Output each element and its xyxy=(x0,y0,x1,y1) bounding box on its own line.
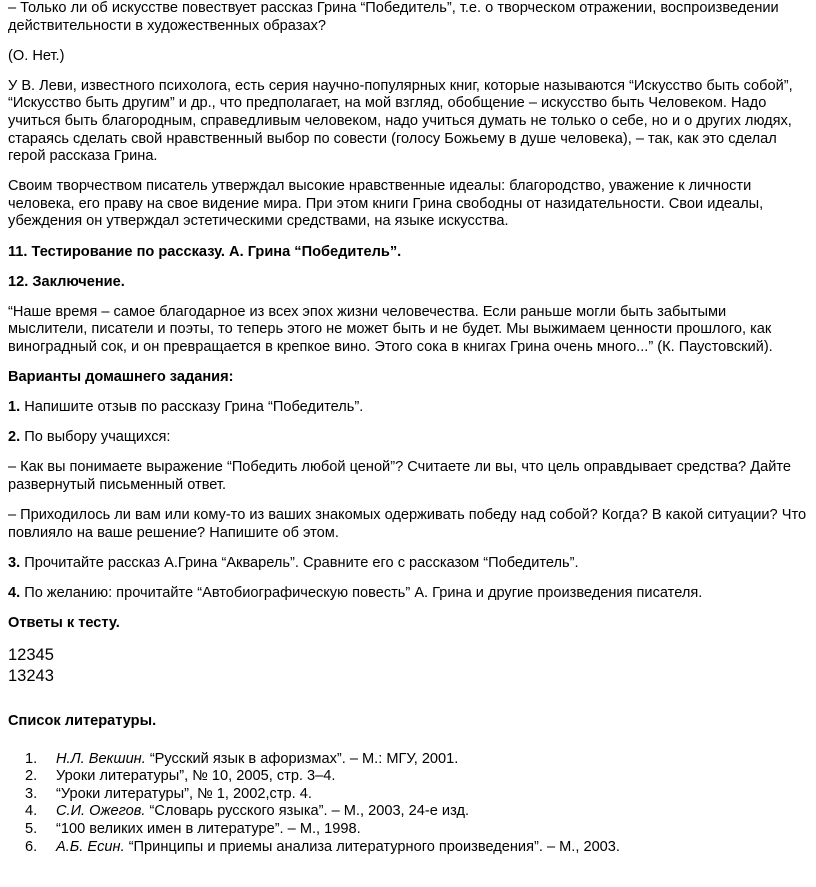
paragraph-ideals: Своим творчеством писатель утверждал высокие нравственные идеалы: благородство, уважение к личности человека, его праву на свое видение мира. При этом книги Грина свободны от назидательности. Свои идеалы, убеждения он утверждал эстетическими средствами, на языке искусства. xyxy=(8,178,764,230)
homework-item-text: Напишите отзыв по рассказу Грина “Победитель”. xyxy=(20,399,364,416)
literature-item xyxy=(8,786,808,804)
heading-testing: 11. Тестирование по рассказу. А. Грина “Победитель”. xyxy=(8,243,402,260)
literature-item-text: “100 великих имен в литературе”. – М., 1998. xyxy=(56,820,361,837)
heading-literature: Список литературы. xyxy=(8,712,157,729)
literature-list xyxy=(8,751,808,857)
literature-item xyxy=(8,839,808,857)
homework-item-text: Прочитайте рассказ А.Грина “Акварель”. Сравните его с рассказом “Победитель”. xyxy=(20,554,579,571)
literature-item-text: “Уроки литературы”, № 1, 2002,стр. 4. xyxy=(56,785,312,802)
literature-item-author: С.И. Ожегов. xyxy=(56,803,146,820)
homework-item-3 xyxy=(8,555,808,573)
homework-item-text: По выбору учащихся: xyxy=(20,429,171,446)
homework-item-4 xyxy=(8,585,808,603)
literature-item-number: 1. xyxy=(25,750,38,767)
literature-item-text: Уроки литературы”, № 10, 2005, стр. 3–4. xyxy=(56,768,336,785)
literature-item-number: 4. xyxy=(25,803,38,820)
homework-item-number: 4. xyxy=(8,584,21,601)
literature-item-number: 2. xyxy=(25,768,38,785)
literature-item-text: “Русский язык в афоризмах”. – М.: МГУ, 2001. xyxy=(145,750,459,767)
literature-item xyxy=(8,751,808,769)
literature-item-author: Н.Л. Векшин. xyxy=(56,750,146,767)
homework-item-1 xyxy=(8,399,808,417)
homework-item-text: По желанию: прочитайте “Автобиографическую повесть” А. Грина и другие произведения писателя. xyxy=(20,584,703,601)
heading-answers: Ответы к тесту. xyxy=(8,614,120,631)
literature-item-number: 6. xyxy=(25,838,38,855)
homework-option-a: – Как вы понимаете выражение “Победить любой ценой”? Считаете ли вы, что цель оправдывает средства? Дайте развернутый письменный ответ. xyxy=(8,459,791,493)
homework-item-number: 2. xyxy=(8,429,21,446)
literature-item-text: “Принципы и приемы анализа литературного произведения”. – М., 2003. xyxy=(124,838,620,855)
homework-item-2 xyxy=(8,429,808,447)
literature-item-number: 3. xyxy=(25,785,38,802)
homework-item-number: 1. xyxy=(8,399,21,416)
heading-homework: Варианты домашнего задания: xyxy=(8,369,234,385)
paragraph-levi: У В. Леви, известного психолога, есть серия научно-популярных книг, которые называются “Искусство быть собой”, “Искусство быть другим” и др., что предполагает, на мой взгляд, обобщение – искусство быть Человеком. Надо учиться быть благородным, справедливым человеком, надо учиться думать не только о себе, но и о других людях, стараясь сделать свой нравственный выбор по совести (голосу Божьему в душе человека), – так, как это сделал герой рассказа Грина. xyxy=(8,77,793,165)
homework-item-number: 3. xyxy=(8,554,21,571)
heading-conclusion: 12. Заключение. xyxy=(8,273,125,290)
homework-option-b: – Приходилось ли вам или кому-то из ваших знакомых одерживать победу над собой? Когда? В какой ситуации? Что повлияло на ваше решение? Напишите об этом. xyxy=(8,506,807,541)
paragraph-answer: (О. Нет.) xyxy=(8,47,65,64)
paragraph-quote: “Наше время – самое благодарное из всех эпох жизни человечества. Если раньше могли быть забытыми мыслители, писатели и поэты, то теперь этого не может быть и не будет. Мы выжимаем ценности прошлого, как виноградный сок, и он превращается в крепкое вино. Этого сока в книгах Грина очень много...” (К. Паустовский). xyxy=(8,303,773,355)
literature-item xyxy=(8,768,808,786)
literature-item-author: А.Б. Есин. xyxy=(56,838,125,855)
literature-item xyxy=(8,803,808,821)
literature-item-number: 5. xyxy=(25,820,38,837)
paragraph-question: – Только ли об искусстве повествует рассказ Грина “Победитель”, т.е. о творческом отражении, воспроизведении действительности в художественных образах? xyxy=(8,0,779,34)
answer-line-2: 13243 xyxy=(8,666,54,685)
answer-line-1: 12345 xyxy=(8,645,54,664)
literature-item xyxy=(8,821,808,839)
literature-item-text: “Словарь русского языка”. – М., 2003, 24-е изд. xyxy=(145,803,470,820)
